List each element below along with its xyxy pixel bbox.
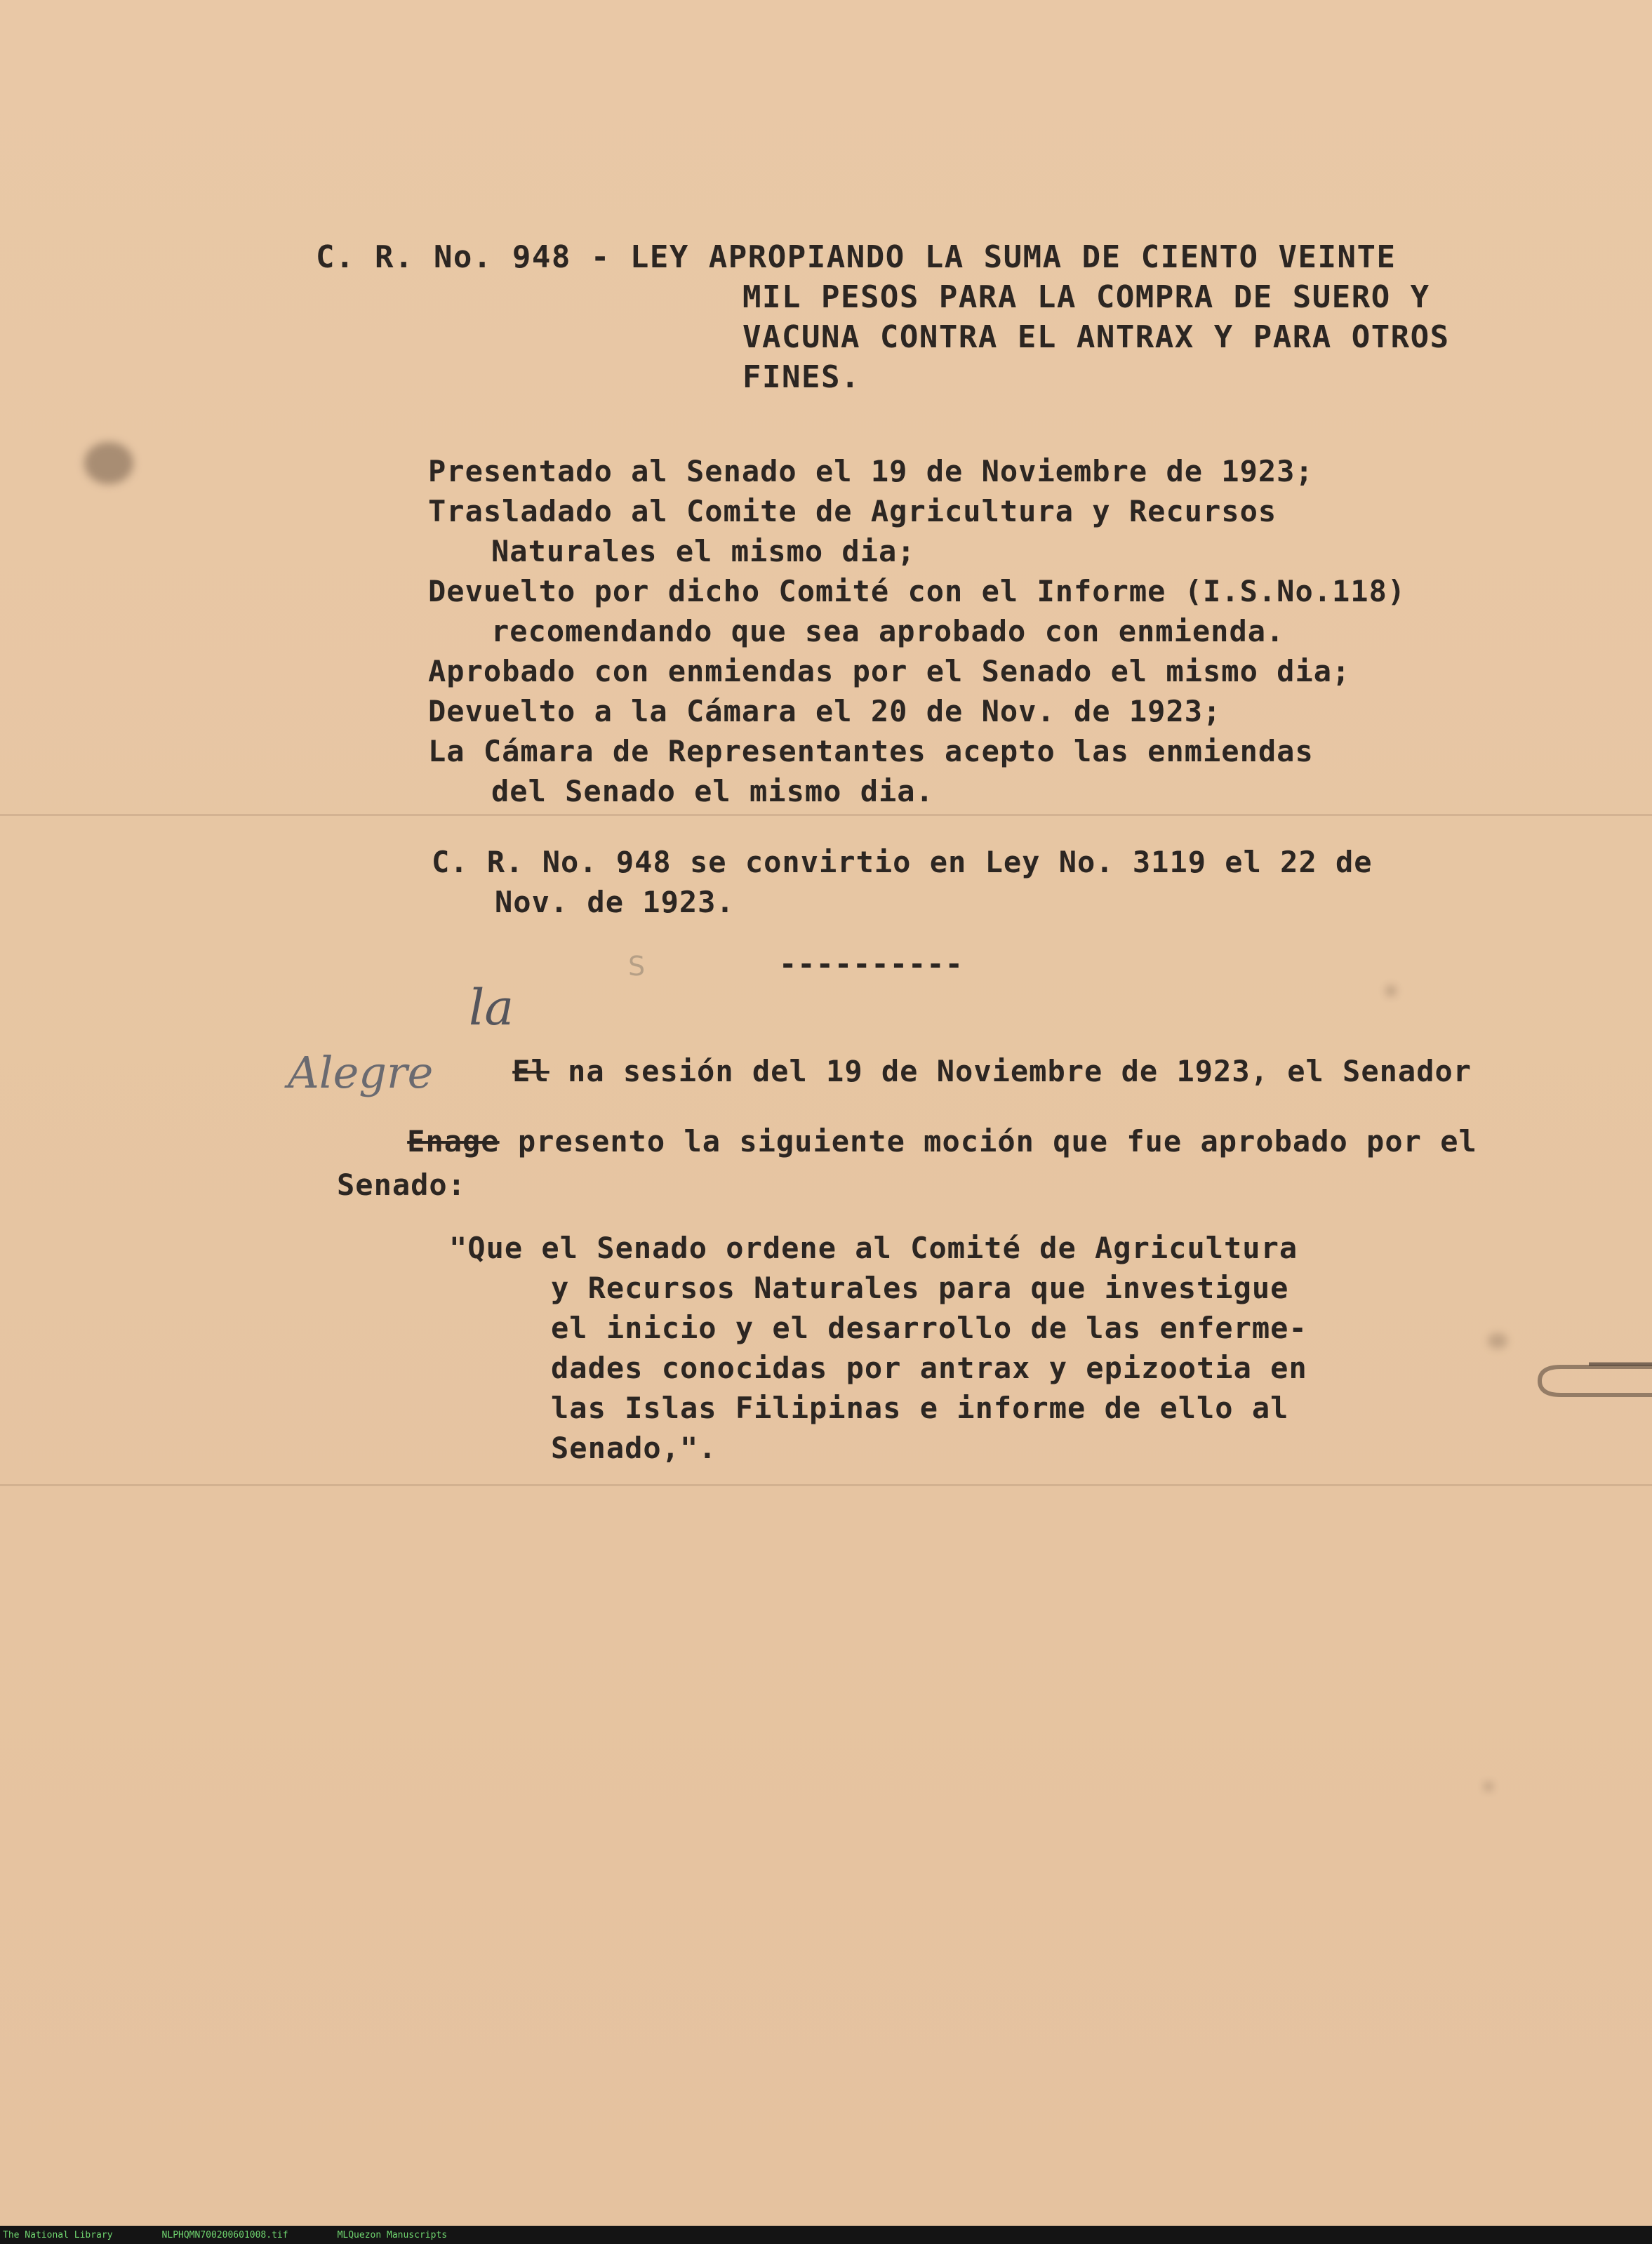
session-line-2 [333,1081,1477,1203]
title-line-3: VACUNA CONTRA EL ANTRAX Y PARA OTROS [742,319,1450,355]
motion-line-6: Senado,". [551,1431,717,1465]
history-line-3: Naturales el mismo dia; [491,534,916,568]
history-line-7: Devuelto a la Cámara el 20 de Nov. de 1923; [428,694,1222,728]
ink-stain [1386,986,1396,996]
title-line-1: C. R. No. 948 - LEY APROPIANDO LA SUMA DE CIENTO VEINTE [316,239,1397,275]
conversion-line-2: Nov. de 1923. [495,885,735,919]
history-line-8: La Cámara de Representantes acepto las enmiendas [428,734,1314,768]
struck-word: El [512,1054,549,1088]
footer-file: NLPHQMN700200601008.tif [161,2229,288,2240]
history-line-5: recomendando que sea aprobado con enmienda. [491,614,1285,648]
conversion-line-1: C. R. No. 948 se convirtio en Ley No. 3119 el 22 de [432,845,1373,879]
title-line-4: FINES. [742,359,860,395]
footer-collection: MLQuezon Manuscripts [337,2229,448,2240]
paper-fold [0,1484,1652,1486]
struck-name: Enage [407,1124,500,1158]
history-line-6: Aprobado con enmiendas por el Senado el mismo dia; [428,654,1351,688]
session-line-2-text: presento la siguiente moción que fue aprobado por el [517,1124,1477,1158]
scan-footer [0,2226,1652,2244]
ink-stain [84,442,133,484]
motion-line-1: "Que el Senado ordene al Comité de Agricultura [449,1231,1298,1265]
motion-line-5: las Islas Filipinas e informe de ello al [551,1391,1289,1425]
title-line-2: MIL PESOS PARA LA COMPRA DE SUERO Y [742,279,1430,315]
motion-line-4: dades conocidas por antrax y epizootia en [551,1351,1307,1385]
history-line-9: del Senado el mismo dia. [491,774,934,808]
motion-line-3: el inicio y el desarrollo de las enferme- [551,1311,1307,1345]
footer-library: The National Library [3,2229,113,2240]
handwritten-name: Alegre [288,1047,434,1098]
history-line-2: Trasladado al Comite de Agricultura y Recursos [428,494,1277,528]
motion-line-2: y Recursos Naturales para que investigue [551,1271,1289,1305]
separator-dashes: ---------- [779,947,964,981]
history-line-4: Devuelto por dicho Comité con el Informe (I.S.No.118) [428,574,1406,608]
handwritten-insert: la [469,979,514,1036]
session-line-1-text: na sesión del 19 de Noviembre de 1923, el Senador [568,1054,1472,1088]
ink-stain [1484,1782,1493,1791]
paper-fold [0,814,1652,816]
faint-stamp: S [628,951,646,982]
ink-stain [1488,1333,1507,1349]
history-line-1: Presentado al Senado el 19 de Noviembre de 1923; [428,454,1314,488]
session-line-3: Senado: [337,1168,467,1202]
paperclip-mark-icon [1533,1347,1652,1410]
